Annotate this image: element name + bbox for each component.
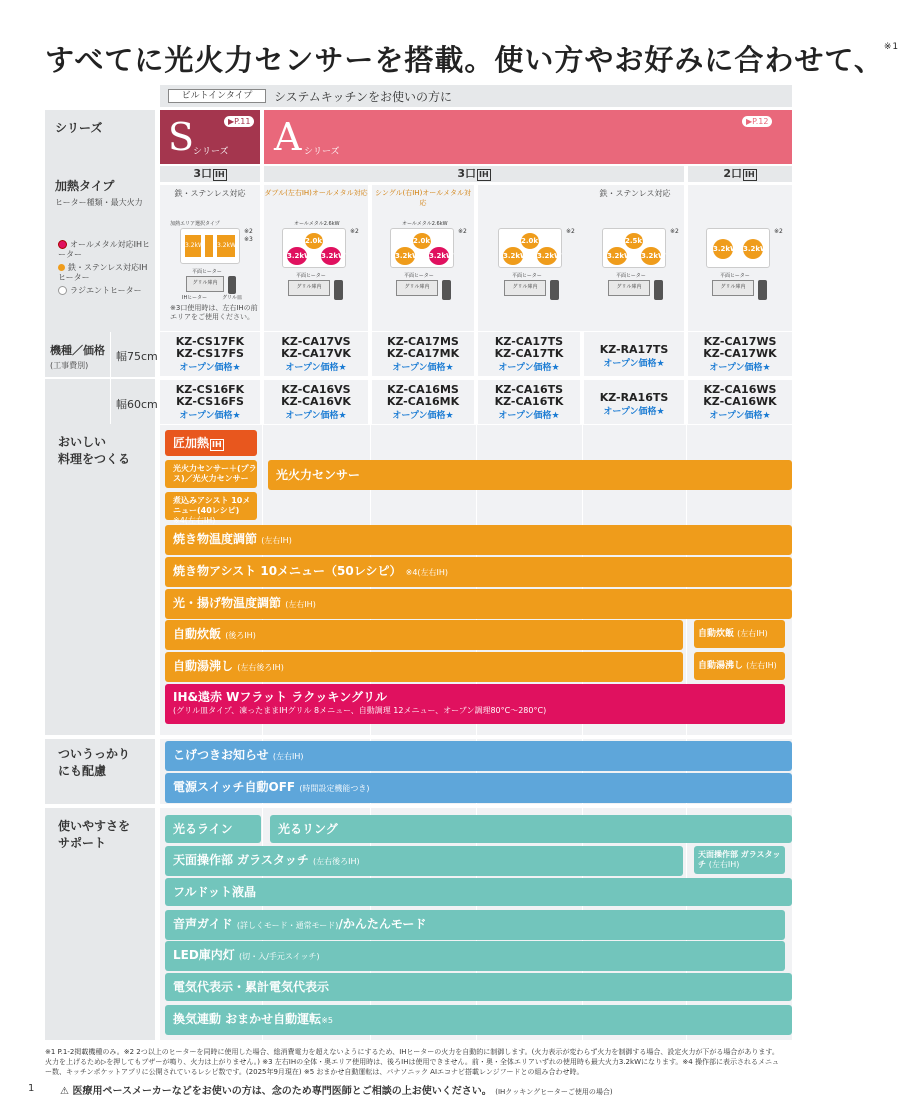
- price-label: オープン価格★: [392, 363, 454, 373]
- feature-koge: こげつきお知らせ (左右IH): [165, 741, 792, 771]
- width-60-label: 幅60cm: [116, 398, 158, 411]
- a-series-sub: シリーズ: [304, 147, 340, 157]
- burner-count-s: 3口 IH: [160, 166, 260, 182]
- feature-rice-2burner: 自動炊飯 (左右IH): [694, 620, 785, 648]
- model-number: KZ-CA16TS: [494, 383, 564, 396]
- section-cook-label: おいしい 料理をつくる: [58, 435, 131, 466]
- feature-sensor: 光火力センサー: [268, 460, 792, 490]
- s-series-page-link[interactable]: ▶P.11: [224, 116, 254, 127]
- model-cell: [264, 380, 368, 424]
- page-number: 1: [28, 1083, 35, 1094]
- feature-led: LED庫内灯 (切・入/手元スイッチ): [165, 941, 785, 971]
- a-series-letter: A: [274, 115, 302, 159]
- builtin-desc: システムキッチンをお使いの方に: [274, 90, 452, 104]
- model-number: KZ-CA17VK: [281, 347, 351, 360]
- price-label: オープン価格★: [285, 411, 347, 421]
- feature-yaki-temp: 焼き物温度調節 (左右IH): [165, 525, 792, 555]
- model-cell: [688, 380, 792, 424]
- model-number: KZ-CA17WS: [703, 335, 777, 348]
- s-series-cell[interactable]: [160, 110, 260, 164]
- model-number: KZ-CA17MK: [386, 347, 460, 360]
- model-number: KZ-CS16FS: [176, 395, 244, 408]
- series-label: シリーズ: [55, 121, 103, 135]
- price-label: オープン価格★: [179, 411, 241, 421]
- model-number: KZ-RA16TS: [599, 391, 669, 404]
- feature-water: 自動湯沸し (左右後ろIH): [165, 652, 683, 682]
- warning: ⚠ 医療用ペースメーカーなどをお使いの方は、念のため専門医師とご相談の上お使いください。 (IHクッキングヒーターご使用の場合): [60, 1086, 613, 1097]
- feature-yaki-assist: 焼き物アシスト 10メニュー（50レシピ） ※4(左右IH): [165, 557, 792, 587]
- model-number: KZ-CA16MK: [386, 395, 460, 408]
- radiant-dot-icon: [58, 286, 67, 295]
- price-label: オープン価格★: [498, 411, 560, 421]
- stove-diagram-ra: 2.5kW 3.2kW 3.2kW ※2 平面ヒーター グリル庫内: [586, 200, 686, 310]
- section-ease-label: 使いやすさを サポート: [58, 819, 131, 850]
- models-sublabel: (工事費別): [50, 361, 89, 370]
- a-series-page-link[interactable]: ▶P.12: [742, 116, 772, 127]
- feature-water-2burner: 自動湯沸し (左右IH): [694, 652, 785, 680]
- feature-takumi: 匠加熱 IH: [165, 430, 257, 456]
- stove-diagram-s: 加熱エリア選択タイプ 3.2kW 3.2kW ※2 ※3 平面ヒーター グリル庫内 IHヒーター グリル皿 ※3口使用時は、左右IHの前エリアをご使用ください。: [170, 221, 258, 321]
- builtin-tag: ビルトインタイプ: [168, 89, 266, 103]
- price-label: オープン価格★: [603, 359, 665, 369]
- feature-power-off: 電源スイッチ自動OFF (時間設定機能つき): [165, 773, 792, 803]
- price-label: オープン価格★: [603, 407, 665, 417]
- price-label: オープン価格★: [709, 411, 771, 421]
- feature-touch-2burner: 天面操作部 ガラスタッチ (左右IH): [694, 846, 785, 874]
- feature-grill: IH&遠赤 Wフラット ラクッキングリル (グリル皿タイプ、凍ったままIHグリル 8メニュー、自動調理 12メニュー、オーブン調理80°C〜280°C): [165, 684, 785, 724]
- page-headline: すべてに光火力センサーを搭載。使い方やお好みに合わせて、$^{※1}$: [45, 42, 899, 77]
- model-cell: [160, 380, 260, 424]
- stove-diagram-ms: オールメタル2.6kW 2.0kW 3.2kW 3.2kW ※2 平面ヒーター グリル庫内: [376, 200, 472, 310]
- price-label: オープン価格★: [285, 363, 347, 373]
- feature-dot: フルドット液晶: [165, 878, 792, 906]
- allmetal-dot-icon: [58, 240, 67, 249]
- burner-count-a2: 2口 IH: [688, 166, 792, 182]
- feature-nikomi: 煮込みアシスト 10メニュー(40レシピ) ※4(左右IH): [165, 492, 257, 520]
- model-number: KZ-CA17TS: [494, 335, 564, 348]
- legend-steel: 鉄・ステンレス対応IHヒーター: [58, 263, 148, 282]
- feature-sensor-plus: 光火力センサー＋(プラス)／光火力センサー: [165, 460, 257, 488]
- s-series-letter: S: [168, 115, 195, 159]
- steel-dot-icon: [58, 264, 65, 271]
- feature-line: 光るライン: [165, 815, 261, 843]
- stove-diagram-ts: 2.0kW 3.2kW 3.2kW ※2 平面ヒーター グリル庫内: [482, 200, 582, 310]
- feature-age: 光・揚げ物温度調節 (左右IH): [165, 589, 792, 619]
- price-label: オープン価格★: [392, 411, 454, 421]
- model-cell: [160, 332, 260, 376]
- model-number: KZ-RA17TS: [599, 343, 669, 356]
- models-row-divider: [45, 377, 792, 379]
- burner-count-a3: 3口 IH: [264, 166, 684, 182]
- footnote: ※1 P.1-2掲載機種のみ。※2 2つ以上のヒーターを同時に使用した場合、総消費電力を超えないようにするため、IHヒーターの火力を自動的に制御します。(火力表示が変わらず火力を制御する場合、設定火力が下がる場合があります。火力を上げるため▷を押してもブザーが鳴り、火力は上がりません。) ※3 左右IHの全体・奥エリア使用時は、後ろIHは使用できません。前・奥・全体エリアいずれの使用時も最大火力3.2kWになります。※4 操作部に表示されるメニュー数、キッチンポケットアプリに公開されているレシピ数です。(2025年9月現在) ※5 おまかせ自動運転は、パナソニック AIエコナビ搭載レンジフードとの組み合わせ時。: [45, 1048, 779, 1076]
- heater-legend: [58, 240, 153, 296]
- model-number: KZ-CS17FS: [176, 347, 244, 360]
- price-label: オープン価格★: [179, 363, 241, 373]
- feature-rice: 自動炊飯 (後ろIH): [165, 620, 683, 650]
- section-safety-label: ついうっかり にも配慮: [58, 747, 131, 778]
- model-cell: [478, 380, 580, 424]
- model-number: KZ-CA16WS: [703, 383, 777, 396]
- model-number: KZ-CA17TK: [494, 347, 564, 360]
- model-number: KZ-CA16WK: [703, 395, 777, 408]
- stove-diagram-vs: オールメタル2.6kW 2.0kW 3.2kW 3.2kW ※2 平面ヒーター グリル庫内: [268, 200, 364, 310]
- stove-diagram-ws: 3.2kW 3.2kW ※2 平面ヒーター グリル庫内: [692, 200, 792, 310]
- model-cell: [264, 332, 368, 376]
- feature-ring: 光るリング: [270, 815, 792, 843]
- model-number: KZ-CA16TK: [494, 395, 564, 408]
- price-label: オープン価格★: [709, 363, 771, 373]
- model-number: KZ-CS17FK: [175, 335, 245, 348]
- heating-label: 加熱タイプ: [55, 179, 115, 193]
- heating-type-s: 鉄・ステンレス対応: [174, 189, 246, 198]
- model-cell: [372, 332, 474, 376]
- a-series-cell[interactable]: [264, 110, 792, 164]
- heating-type-steel: 鉄・ステンレス対応: [599, 189, 671, 198]
- model-number: KZ-CS16FK: [175, 383, 245, 396]
- feature-elec: 電気代表示・累計電気代表示: [165, 973, 792, 1001]
- legend-allmetal: オールメタル対応IHヒーター: [58, 240, 150, 259]
- model-number: KZ-CA17MS: [387, 335, 459, 348]
- model-number: KZ-CA16VK: [281, 395, 351, 408]
- heating-type-single: シングル(右IH)オールメタル対応: [375, 189, 471, 207]
- width-75-label: 幅75cm: [116, 350, 158, 363]
- model-number: KZ-CA16MS: [387, 383, 459, 396]
- model-cell: [688, 332, 792, 376]
- price-label: オープン価格★: [498, 363, 560, 373]
- warning-icon: ⚠: [60, 1086, 69, 1097]
- feature-touch: 天面操作部 ガラスタッチ (左右後ろIH): [165, 846, 683, 876]
- s-series-sub: シリーズ: [193, 147, 229, 157]
- model-cell: [372, 380, 474, 424]
- model-number: KZ-CA17WK: [703, 347, 777, 360]
- model-cell: [478, 332, 580, 376]
- model-number: KZ-CA17VS: [281, 335, 351, 348]
- model-number: KZ-CA16VS: [281, 383, 351, 396]
- model-cell: [584, 332, 684, 376]
- model-cell: [584, 380, 684, 424]
- models-label: 機種／価格: [50, 344, 105, 357]
- feature-vent: 換気連動 おまかせ自動運転※5: [165, 1005, 792, 1035]
- heating-sublabel: ヒーター種類・最大火力: [55, 198, 143, 207]
- legend-radiant: ラジエントヒーター: [58, 286, 153, 296]
- heating-type-double: ダブル(左右IH)オールメタル対応: [264, 189, 368, 197]
- feature-voice: 音声ガイド (詳しくモード・通常モード)/かんたんモード: [165, 910, 785, 940]
